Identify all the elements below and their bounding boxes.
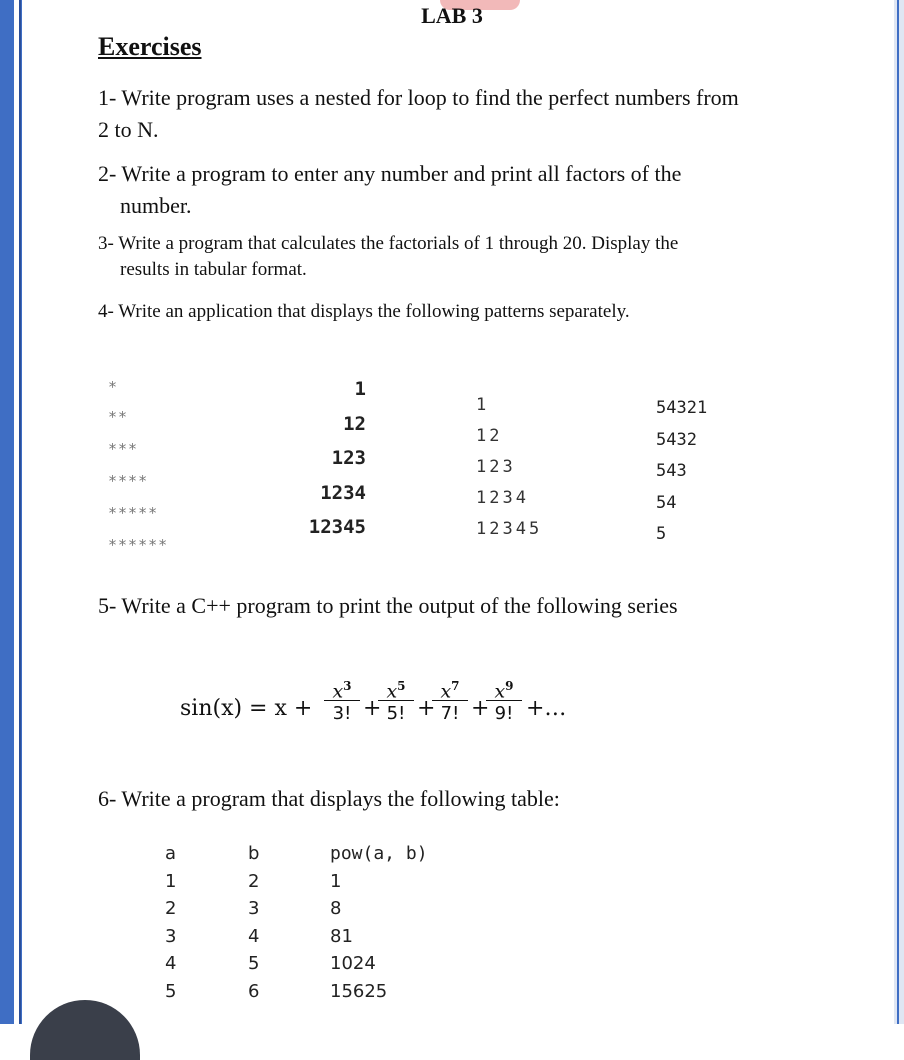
question-1 bbox=[98, 82, 868, 146]
term-exponent: 3 bbox=[343, 679, 352, 693]
question-3-line-1: 3- Write a program that calculates the factorials of 1 through 20. Display the bbox=[98, 233, 679, 254]
term-exponent: 7 bbox=[451, 679, 460, 693]
pattern-row: 5 bbox=[656, 524, 667, 544]
question-3-line-2: results in tabular format. bbox=[120, 259, 307, 280]
question-3 bbox=[98, 231, 858, 283]
table-cell: 2 bbox=[165, 898, 177, 919]
term-numerator: x bbox=[440, 680, 452, 703]
pattern-row: 123 bbox=[476, 457, 516, 477]
table-cell: 1 bbox=[165, 870, 177, 892]
number-pattern-spaced bbox=[476, 390, 542, 545]
question-4: 4- Write an application that displays the following patterns separately. bbox=[98, 301, 630, 322]
term-exponent: 5 bbox=[397, 679, 406, 693]
pattern-row: 5432 bbox=[656, 429, 697, 450]
table-cell: 4 bbox=[165, 953, 177, 974]
table-header: pow(a, b) bbox=[330, 843, 428, 864]
table-cell: 8 bbox=[330, 898, 342, 919]
pattern-row: 54 bbox=[656, 492, 677, 513]
term-exponent: 9 bbox=[505, 679, 514, 693]
table-cell: 3 bbox=[248, 898, 260, 919]
question-2 bbox=[98, 158, 858, 222]
pattern-row: 12345 bbox=[308, 516, 366, 538]
number-pattern-right-aligned bbox=[270, 372, 366, 545]
page-right-border bbox=[894, 0, 904, 1024]
pattern-row: 12345 bbox=[476, 519, 543, 539]
table-column-pow bbox=[330, 840, 428, 1005]
question-1-line-1: 1- Write program uses a nested for loop to find the perfect numbers from bbox=[98, 85, 739, 110]
table-cell: 5 bbox=[165, 980, 177, 1002]
table-cell: 2 bbox=[248, 870, 260, 892]
term-denominator: 5! bbox=[386, 703, 406, 724]
question-1-line-2: 2 to N. bbox=[98, 117, 159, 142]
formula-term bbox=[322, 672, 362, 727]
table-cell: 5 bbox=[248, 953, 260, 974]
table-column-a bbox=[165, 840, 176, 1005]
table-column-b bbox=[248, 840, 259, 1005]
term-numerator: x bbox=[494, 680, 506, 703]
lab-title: LAB 3 bbox=[421, 3, 483, 28]
overlay-button-partial[interactable] bbox=[30, 1000, 140, 1060]
question-2-line-1: 2- Write a program to enter any number and print all factors of the bbox=[98, 161, 682, 186]
term-denominator: 7! bbox=[440, 703, 460, 724]
pattern-row: 1 bbox=[354, 378, 366, 400]
term-denominator: 9! bbox=[494, 703, 514, 724]
star-row: * bbox=[108, 378, 119, 396]
table-cell: 1 bbox=[330, 870, 342, 892]
question-6: 6- Write a program that displays the following table: bbox=[98, 786, 560, 811]
term-numerator: x bbox=[386, 680, 398, 703]
formula-lhs: sin(x) = x + bbox=[180, 696, 313, 721]
formula-tail: +… bbox=[526, 696, 567, 721]
star-row: **** bbox=[108, 472, 149, 490]
question-5: 5- Write a C++ program to print the output of the following series bbox=[98, 593, 678, 618]
page-left-border bbox=[0, 0, 22, 1024]
star-row: ** bbox=[108, 408, 129, 426]
term-numerator: x bbox=[332, 680, 344, 703]
table-cell: 15625 bbox=[330, 980, 388, 1002]
table-header: b bbox=[248, 843, 260, 864]
pattern-row: 54321 bbox=[656, 398, 708, 418]
table-cell: 81 bbox=[330, 925, 353, 947]
pattern-row: 123 bbox=[331, 447, 366, 469]
formula-term bbox=[430, 672, 470, 727]
formula-term bbox=[376, 672, 416, 727]
table-cell: 4 bbox=[248, 925, 260, 947]
question-2-line-2: number. bbox=[120, 193, 192, 218]
pattern-row: 543 bbox=[656, 461, 687, 481]
plus-sign: + bbox=[417, 696, 436, 721]
plus-sign: + bbox=[471, 696, 490, 721]
formula-term bbox=[484, 672, 524, 727]
pattern-row: 12 bbox=[343, 412, 366, 435]
number-pattern-descending bbox=[656, 393, 707, 551]
table-header: a bbox=[165, 843, 177, 864]
pattern-row: 12 bbox=[476, 426, 503, 446]
pattern-row: 1234 bbox=[476, 488, 529, 508]
term-denominator: 3! bbox=[332, 703, 352, 724]
star-row: ****** bbox=[108, 536, 169, 554]
star-row: ***** bbox=[108, 504, 159, 522]
table-cell: 3 bbox=[165, 925, 177, 947]
pattern-row: 1 bbox=[476, 395, 490, 415]
section-title: Exercises bbox=[98, 32, 202, 61]
table-cell: 6 bbox=[248, 980, 260, 1002]
pattern-row: 1234 bbox=[320, 481, 366, 504]
star-row: *** bbox=[108, 440, 139, 458]
plus-sign: + bbox=[363, 696, 382, 721]
table-cell: 1024 bbox=[330, 953, 376, 974]
